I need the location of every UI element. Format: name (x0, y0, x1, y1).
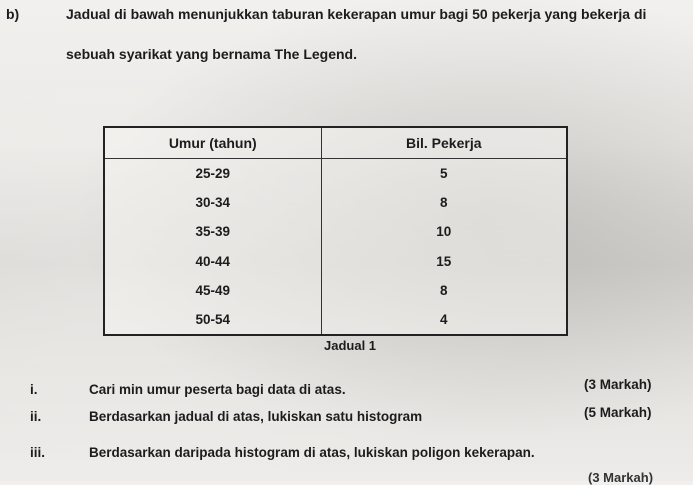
count-cell: 8 (321, 276, 567, 305)
frequency-table (103, 126, 568, 336)
table-row (104, 305, 567, 335)
intro-line-1: Jadual di bawah menunjukkan taburan kekerapan umur bagi 50 pekerja yang bekerja di (66, 6, 647, 22)
question-label: b) (6, 6, 20, 22)
question-text: Cari min umur peserta bagi data di atas. (89, 382, 346, 397)
table-row (104, 159, 567, 189)
table-caption: Jadual 1 (324, 338, 377, 353)
count-cell: 4 (321, 305, 567, 335)
question-marks: (3 Markah) (588, 470, 654, 485)
question-text: Berdasarkan jadual di atas, lukiskan satu histogram (89, 409, 423, 424)
question-marks: (5 Markah) (584, 405, 652, 420)
table-row (104, 217, 567, 246)
count-cell: 8 (321, 188, 567, 217)
question-marks: (3 Markah) (584, 377, 652, 392)
question-number: ii. (30, 409, 42, 424)
age-cell: 50-54 (104, 305, 321, 335)
age-cell: 35-39 (104, 217, 321, 246)
age-cell: 40-44 (104, 246, 321, 275)
age-cell: 25-29 (104, 159, 321, 189)
age-cell: 30-34 (104, 188, 321, 217)
table-row (104, 188, 567, 217)
table-header-age: Umur (tahun) (104, 127, 321, 159)
table-header-count: Bil. Pekerja (321, 127, 567, 159)
intro-line-2: sebuah syarikat yang bernama The Legend. (66, 46, 357, 62)
table-row (104, 276, 567, 305)
count-cell: 10 (321, 217, 567, 246)
age-cell: 45-49 (104, 276, 321, 305)
count-cell: 15 (321, 246, 567, 275)
question-text: Berdasarkan daripada histogram di atas, lukiskan poligon kekerapan. (89, 445, 535, 460)
question-number: iii. (30, 445, 46, 460)
count-cell: 5 (321, 159, 567, 189)
question-number: i. (30, 382, 38, 397)
table-row (104, 246, 567, 275)
